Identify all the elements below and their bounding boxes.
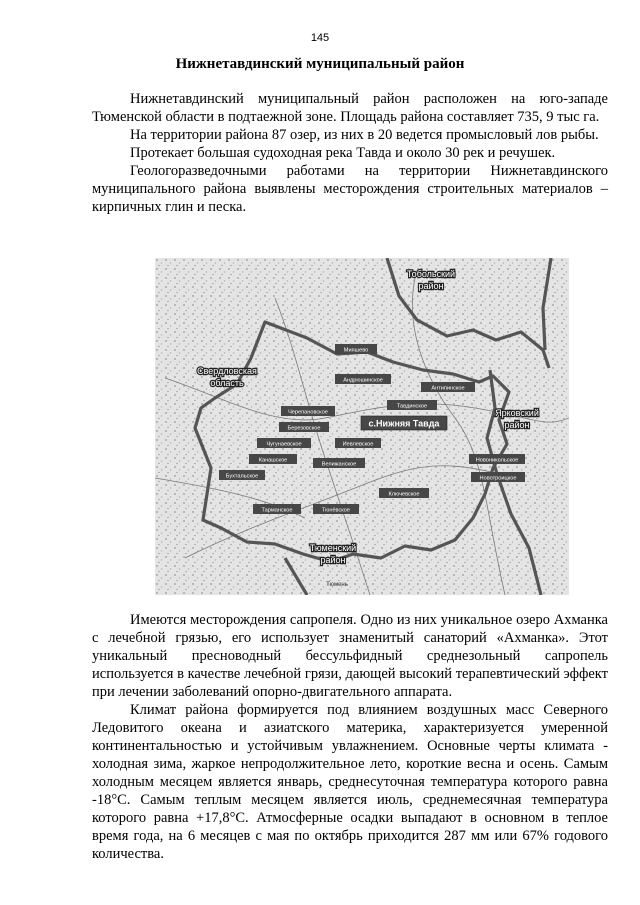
settlement-bukhtalskoe: Бухтальское xyxy=(225,473,259,480)
settlement-kanashskoe: Канашское xyxy=(258,457,288,464)
region-label-tyumen-1: Тюменский xyxy=(309,543,357,553)
paragraph-climate: Климат района формируется под влиянием воздушных масс Северного Ледовитого океана и азиатского материка, характеризуется умеренной континентальностью и устойчивым увлажнением. Основные черты климата - холодная зима, жаркое непродолжительное лето, короткие весна и осень. Самым холодным месяцем является январь, среднесуточная температура которого равна -18°С. Самым теплым месяцем является июль, среднемесячная температура которого равна +17,8°С. Атмосферные осадки выпадают в основном в теплое время года, на 6 месяцев с мая по октябрь приходится 287 мм или 67% годового количества. xyxy=(92,702,608,862)
region-label-sverdlovsk-2: область xyxy=(210,378,244,388)
city-tyumen-label: Тюмень xyxy=(326,582,348,588)
region-label-tobolsk-2: район xyxy=(418,281,444,291)
paragraph-rivers: Протекает большая судоходная река Тавда и около 30 рек и речушек. xyxy=(130,145,556,161)
settlement-velizhanskoe: Велижанское xyxy=(321,461,357,468)
settlement-antipinskoe: Антипинское xyxy=(431,385,465,392)
settlement-andryushinskoe: Андрюшинское xyxy=(343,377,383,384)
district-center-label: с.Нижняя Тавда xyxy=(368,418,440,429)
paragraph-sapropel: Имеются месторождения сапропеля. Одно из них уникальное озеро Ахманка с лечебной грязью, его использует знаменитый санаторий «Ахманка». Этот уникальный пресноводный бессульфидный среднезольный сапропель используется в качестве лечебной грязи, дающей высокий терапевтический эффект при лечении заболеваний опорно-двигательного аппарата. xyxy=(92,612,608,700)
settlement-miyashevo: Мияшево xyxy=(343,347,369,354)
page-heading: Нижнетавдинский муниципальный район xyxy=(175,56,465,72)
settlement-klyuchevskoe: Ключевское xyxy=(388,491,420,498)
main-text xyxy=(92,611,608,863)
settlement-tyunevskoe: Тюнёвское xyxy=(321,507,351,514)
settlement-tavdinskoe: Тавдинское xyxy=(396,403,428,410)
district-map xyxy=(155,258,569,595)
settlement-berezovskoe: Березовское xyxy=(287,425,321,432)
settlement-ievlevskoe: Иевлевское xyxy=(342,441,374,448)
paragraph-location: Нижнетавдинский муниципальный район расположен на юго-западе Тюменской области в подтаежной зоне. Площадь района составляет 735, 9 тыс га. xyxy=(92,91,608,125)
settlement-chugunaevskoe: Чугунаевское xyxy=(266,441,302,448)
paragraph-lakes: На территории района 87 озер, из них в 20 ведется промысловый лов рыбы. xyxy=(130,127,599,143)
region-label-yarkovsky-1: Ярковский xyxy=(495,408,539,418)
region-label-tobolsk-1: Тобольский xyxy=(406,269,456,279)
paragraph-deposits: Геологоразведочными работами на территории Нижнетавдинского муниципального района выявлены месторождения строительных материалов – кирпичных глин и песка. xyxy=(92,163,608,215)
page-number: 145 xyxy=(310,32,330,44)
region-label-tyumen-2: район xyxy=(320,555,346,565)
settlement-cherepanovskoe: Черепановское xyxy=(288,409,328,416)
region-label-sverdlovsk-1: Свердловская xyxy=(197,366,257,376)
settlement-tarmanskoe: Тарманское xyxy=(261,507,293,514)
settlement-novonikolskoe: Новоникольское xyxy=(475,457,519,464)
region-label-yarkovsky-2: район xyxy=(504,420,530,430)
intro-text xyxy=(92,90,608,216)
settlement-novotroitskoe: Новотроицкое xyxy=(479,475,517,482)
